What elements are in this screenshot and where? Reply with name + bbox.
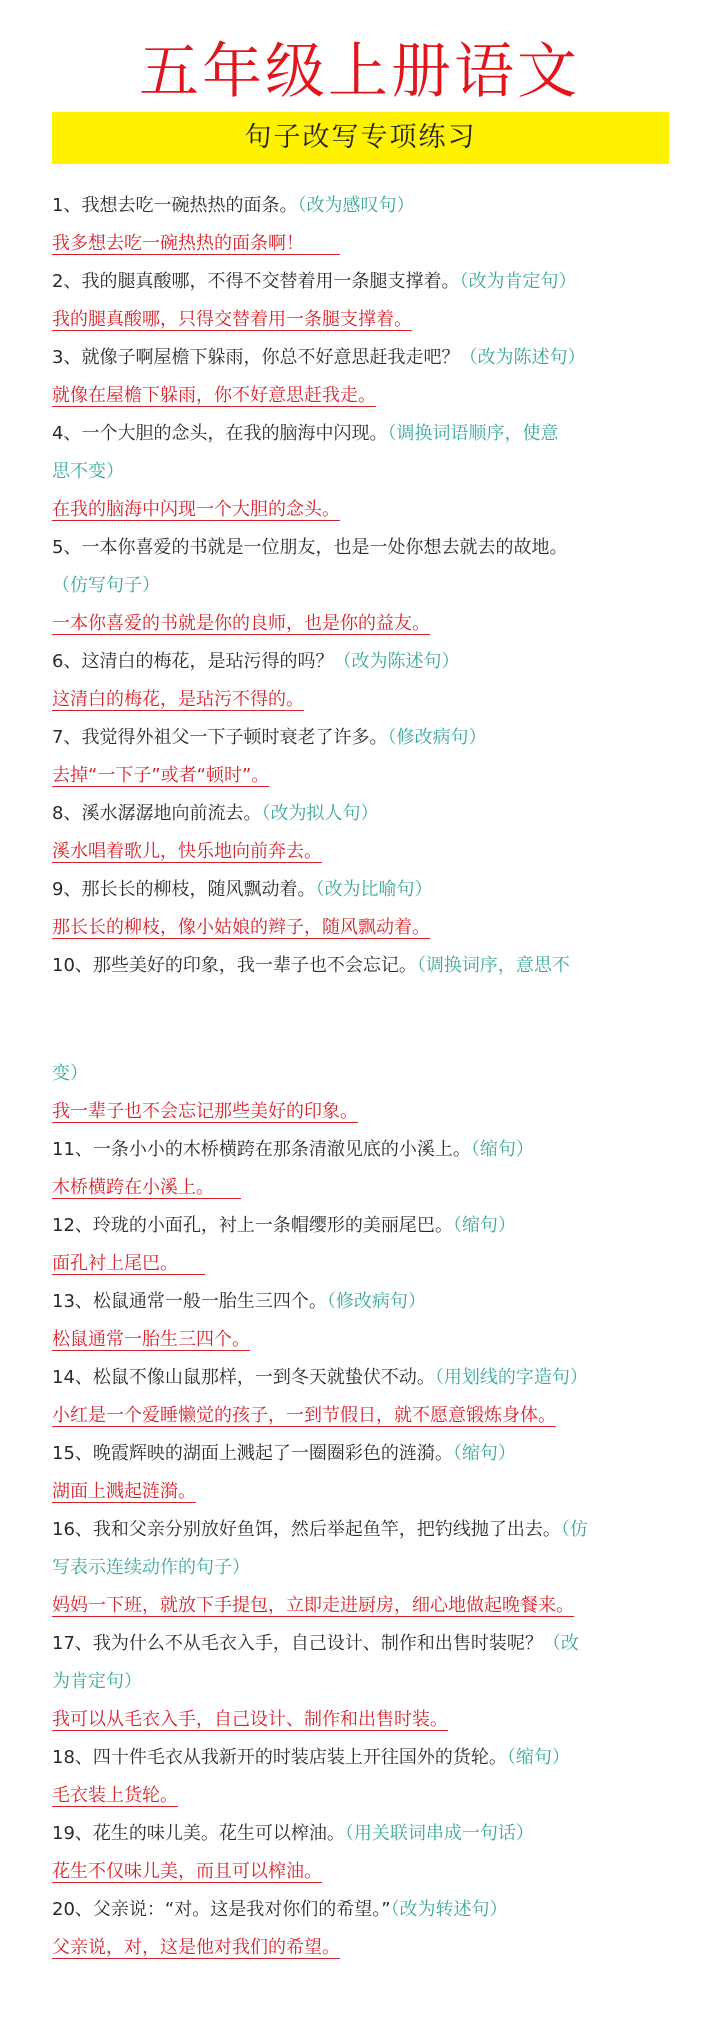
- answer-13: [52, 1321, 677, 1359]
- question-4: [52, 415, 677, 453]
- question-hint-cont: 变）: [52, 1063, 88, 1084]
- question-16: [52, 1511, 677, 1549]
- question-5-cont: [52, 567, 677, 605]
- question-14: [52, 1359, 677, 1397]
- question-16-cont: [52, 1549, 677, 1587]
- question-hint: （缩句）: [452, 1215, 516, 1236]
- answer-text: 我的腿真酸哪，只得交替着用一条腿支撑着。: [52, 309, 412, 330]
- answer-text: 在我的脑海中闪现一个大胆的念头。: [52, 499, 340, 520]
- answer-14: [52, 1397, 677, 1435]
- question-text: 1、我想去吃一碗热热的面条。: [52, 195, 298, 216]
- answer-text: 妈妈一下班，就放下手提包，立即走进厨房，细心地做起晚餐来。: [52, 1595, 574, 1616]
- question-text: 17、我为什么不从毛衣入手，自己设计、制作和出售时装呢？: [52, 1633, 543, 1654]
- question-hint: （缩句）: [506, 1747, 570, 1768]
- question-20: [52, 1891, 677, 1929]
- question-text: 8、溪水潺潺地向前流去。: [52, 803, 262, 824]
- answer-text: 小红是一个爱睡懒觉的孩子，一到节假日，就不愿意锻炼身体。: [52, 1405, 556, 1426]
- answer-3: [52, 377, 677, 415]
- page-title: 五年级上册语文: [139, 37, 580, 107]
- question-text: 5、一本你喜爱的书就是一位朋友，也是一处你想去就去的故地。: [52, 537, 568, 558]
- answer-text: 一本你喜爱的书就是你的良师，也是你的益友。: [52, 613, 430, 634]
- question-text: 20、父亲说：“对。这是我对你们的希望。”: [52, 1899, 391, 1920]
- question-hint: （改为陈述句）: [459, 347, 586, 368]
- question-hint: （修改病句）: [387, 727, 487, 748]
- question-hint: （缩句）: [452, 1443, 516, 1464]
- question-2: [52, 263, 677, 301]
- question-12: [52, 1207, 677, 1245]
- question-text: 15、晚霞辉映的湖面上溅起了一圈圈彩色的涟漪。: [52, 1443, 453, 1464]
- question-hint: （改: [542, 1633, 579, 1654]
- question-15: [52, 1435, 677, 1473]
- question-4-cont: [52, 453, 677, 491]
- answer-19: [52, 1853, 677, 1891]
- answer-text: 去掉“一下子”或者“顿时”。: [52, 765, 270, 786]
- question-10-cont: [52, 1055, 677, 1093]
- question-hint: （改为陈述句）: [333, 651, 460, 672]
- question-text: 18、四十件毛衣从我新开的时装店装上开往国外的货轮。: [52, 1747, 507, 1768]
- answer-text: 那长长的柳枝，像小姑娘的辫子，随风飘动着。: [52, 917, 430, 938]
- answer-text: 面孔衬上尾巴。: [52, 1253, 169, 1274]
- answer-12: [52, 1245, 677, 1283]
- question-text: 10、那些美好的印象，我一辈子也不会忘记。: [52, 955, 417, 976]
- question-8: [52, 795, 677, 833]
- question-text: 11、一条小小的木桥横跨在那条清澈见底的小溪上。: [52, 1139, 471, 1160]
- question-hint: （改为比喻句）: [315, 879, 433, 900]
- question-text: 7、我觉得外祖父一下子顿时衰老了许多。: [52, 727, 388, 748]
- question-text: 4、一个大胆的念头，在我的脑海中闪现。: [52, 423, 388, 444]
- question-hint: （仿写句子）: [52, 575, 160, 596]
- answer-text: 溪水唱着歌儿，快乐地向前奔去。: [52, 841, 322, 862]
- question-13: [52, 1283, 677, 1321]
- answer-15: [52, 1473, 677, 1511]
- question-9: [52, 871, 677, 909]
- answer-11: [52, 1169, 677, 1207]
- question-3: [52, 339, 677, 377]
- answer-20: [52, 1929, 677, 1967]
- answer-text: 毛衣装上货轮。: [52, 1785, 178, 1806]
- question-17: [52, 1625, 677, 1663]
- question-10: [52, 947, 677, 985]
- question-text: 12、玲珑的小面孔，衬上一条帽缨形的美丽尾巴。: [52, 1215, 453, 1236]
- answer-4: [52, 491, 677, 529]
- question-text: 19、花生的味儿美。花生可以榨油。: [52, 1823, 345, 1844]
- question-hint: （修改病句）: [326, 1291, 426, 1312]
- question-11: [52, 1131, 677, 1169]
- question-hint: （调换词序，意思不: [416, 955, 570, 976]
- answer-1: [52, 225, 677, 263]
- answer-text: 木桥横跨在小溪上。: [52, 1177, 205, 1198]
- question-hint-cont: 思不变）: [52, 461, 124, 482]
- question-1: [52, 187, 677, 225]
- question-text: 14、松鼠不像山鼠那样，一到冬天就蛰伏不动。: [52, 1367, 435, 1388]
- question-6: [52, 643, 677, 681]
- question-17-cont: [52, 1663, 677, 1701]
- question-hint: （用划线的字造句）: [434, 1367, 588, 1388]
- question-text: 13、松鼠通常一般一胎生三四个。: [52, 1291, 327, 1312]
- answer-5: [52, 605, 677, 643]
- answer-text: 父亲说，对，这是他对我们的希望。: [52, 1937, 340, 1958]
- answer-18: [52, 1777, 677, 1815]
- answer-text: 就像在屋檐下躲雨，你不好意思赶我走。: [52, 385, 376, 406]
- question-hint-cont: 为肯定句）: [52, 1671, 142, 1692]
- question-text: 2、我的腿真酸哪，不得不交替着用一条腿支撑着。: [52, 271, 460, 292]
- question-hint: （调换词语顺序，使意: [387, 423, 559, 444]
- answer-17: [52, 1701, 677, 1739]
- question-hint: （改为转述句）: [390, 1899, 508, 1920]
- answer-text: 我一辈子也不会忘记那些美好的印象。: [52, 1101, 358, 1122]
- answer-8: [52, 833, 677, 871]
- question-hint: （缩句）: [470, 1139, 534, 1160]
- question-hint: （用关联词串成一句话）: [344, 1823, 534, 1844]
- answer-text: 我可以从毛衣入手，自己设计、制作和出售时装。: [52, 1709, 448, 1730]
- answer-2: [52, 301, 677, 339]
- question-hint: （改为肯定句）: [459, 271, 577, 292]
- answer-text: 湖面上溅起涟漪。: [52, 1481, 196, 1502]
- answer-6: [52, 681, 677, 719]
- question-7: [52, 719, 677, 757]
- question-text: 3、就像子啊屋檐下躲雨，你总不好意思赶我走吧？: [52, 347, 460, 368]
- answer-text: 花生不仅味儿美，而且可以榨油。: [52, 1861, 322, 1882]
- answer-10: [52, 1093, 677, 1131]
- answer-text: 这清白的梅花，是玷污不得的。: [52, 689, 304, 710]
- question-5: [52, 529, 677, 567]
- question-19: [52, 1815, 677, 1853]
- question-text: 9、那长长的柳枝，随风飘动着。: [52, 879, 316, 900]
- question-text: 6、这清白的梅花，是玷污得的吗？: [52, 651, 334, 672]
- question-hint: （改为拟人句）: [261, 803, 379, 824]
- answer-9: [52, 909, 677, 947]
- question-hint-cont: 写表示连续动作的句子）: [52, 1557, 250, 1578]
- question-text: 16、我和父亲分别放好鱼饵，然后举起鱼竿，把钓线抛了出去。: [52, 1519, 561, 1540]
- question-hint: （仿: [560, 1519, 588, 1540]
- question-18: [52, 1739, 677, 1777]
- answer-16: [52, 1587, 677, 1625]
- answer-7: [52, 757, 677, 795]
- question-hint: （改为感叹句）: [297, 195, 415, 216]
- answer-text: 我多想去吃一碗热热的面条啊！: [52, 233, 304, 254]
- answer-text: 松鼠通常一胎生三四个。: [52, 1329, 250, 1350]
- subtitle-banner: 句子改写专项练习: [52, 112, 669, 164]
